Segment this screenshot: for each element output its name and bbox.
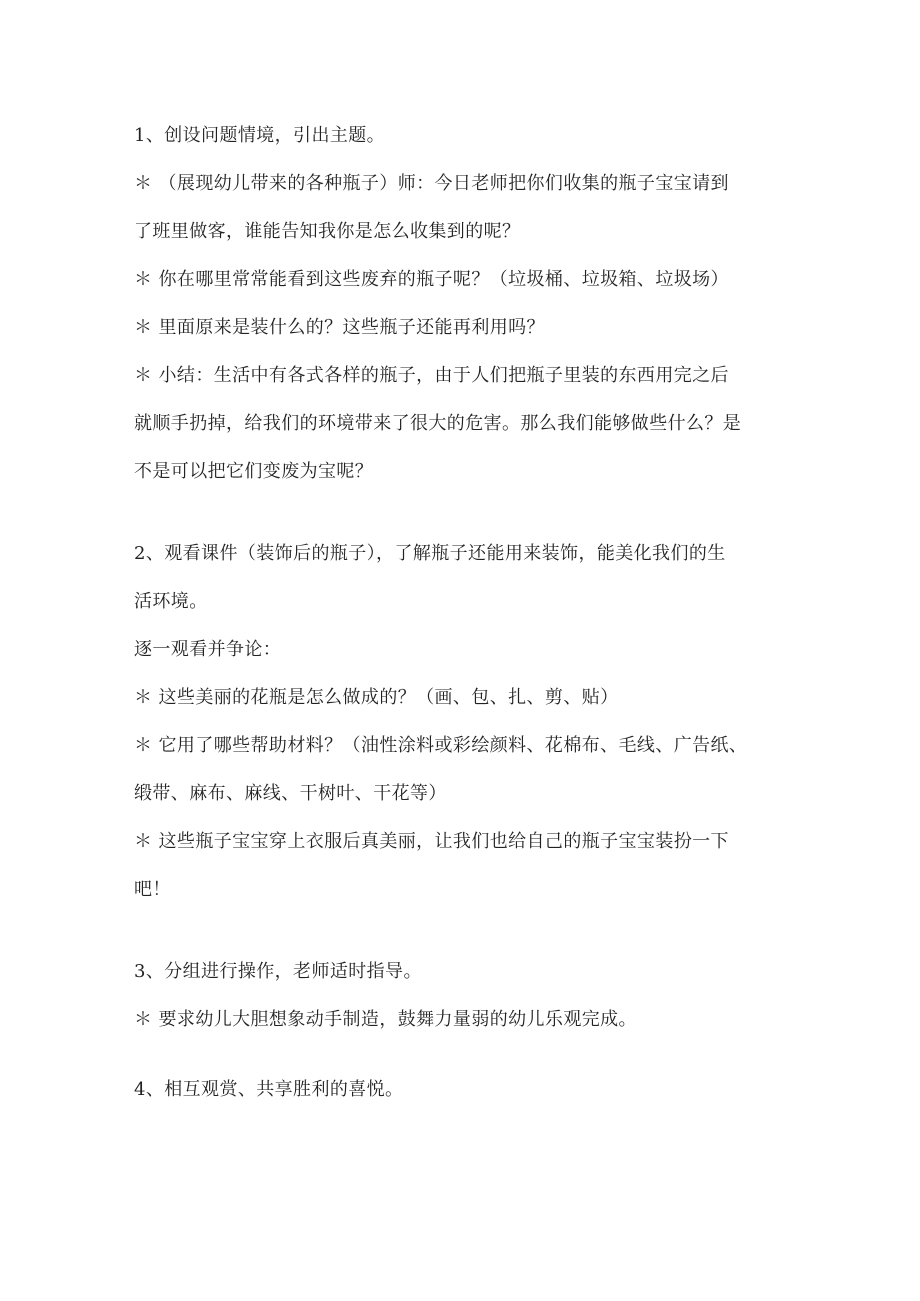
- paragraph-line: ＊ 它用了哪些帮助材料？（油性涂料或彩绘颜料、花棉布、毛线、广告纸、: [134, 735, 748, 756]
- paragraph-line: 活环境。: [134, 591, 208, 612]
- section-4-heading: 4、相互观赏、共享胜利的喜悦。: [134, 1079, 404, 1100]
- paragraph-line: ＊ 你在哪里常常能看到这些废弃的瓶子呢？（垃圾桶、垃圾箱、垃圾场）: [134, 269, 729, 290]
- section-spacer: [134, 914, 814, 948]
- paragraph-line: 就顺手扔掉，给我们的环境带来了很大的危害。那么我们能够做些什么？是: [134, 413, 742, 434]
- paragraph-line: 不是可以把它们变废为宝呢？: [134, 461, 374, 482]
- paragraph-line: ＊ 这些瓶子宝宝穿上衣服后真美丽，让我们也给自己的瓶子宝宝装扮一下: [134, 831, 729, 852]
- section-1-heading: 1、创设问题情境，引出主题。: [134, 125, 386, 146]
- paragraph-line: 吧！: [134, 879, 171, 900]
- paragraph-line: ＊ 小结：生活中有各式各样的瓶子，由于人们把瓶子里装的东西用完之后: [134, 365, 729, 386]
- section-spacer: [134, 1044, 814, 1066]
- document-body: [134, 112, 814, 1114]
- paragraph-line: ＊ （展现幼儿带来的各种瓶子）师：今日老师把你们收集的瓶子宝宝请到: [134, 173, 729, 194]
- section-spacer: [134, 496, 814, 530]
- paragraph-line: 了班里做客，谁能告知我你是怎么收集到的呢？: [134, 221, 521, 242]
- paragraph-line: 缎带、麻布、麻线、干树叶、干花等）: [134, 783, 447, 804]
- paragraph-line: ＊ 这些美丽的花瓶是怎么做成的？（画、包、扎、剪、贴）: [134, 687, 619, 708]
- paragraph-line: 逐一观看并争论：: [134, 639, 282, 660]
- paragraph-line: ＊ 要求幼儿大胆想象动手制造，鼓舞力量弱的幼儿乐观完成。: [134, 1009, 637, 1030]
- section-2-heading: 2、观看课件（装饰后的瓶子），了解瓶子还能用来装饰，能美化我们的生: [134, 543, 726, 564]
- section-3-heading: 3、分组进行操作，老师适时指导。: [134, 961, 422, 982]
- paragraph-line: ＊ 里面原来是装什么的？这些瓶子还能再利用吗？: [134, 317, 545, 338]
